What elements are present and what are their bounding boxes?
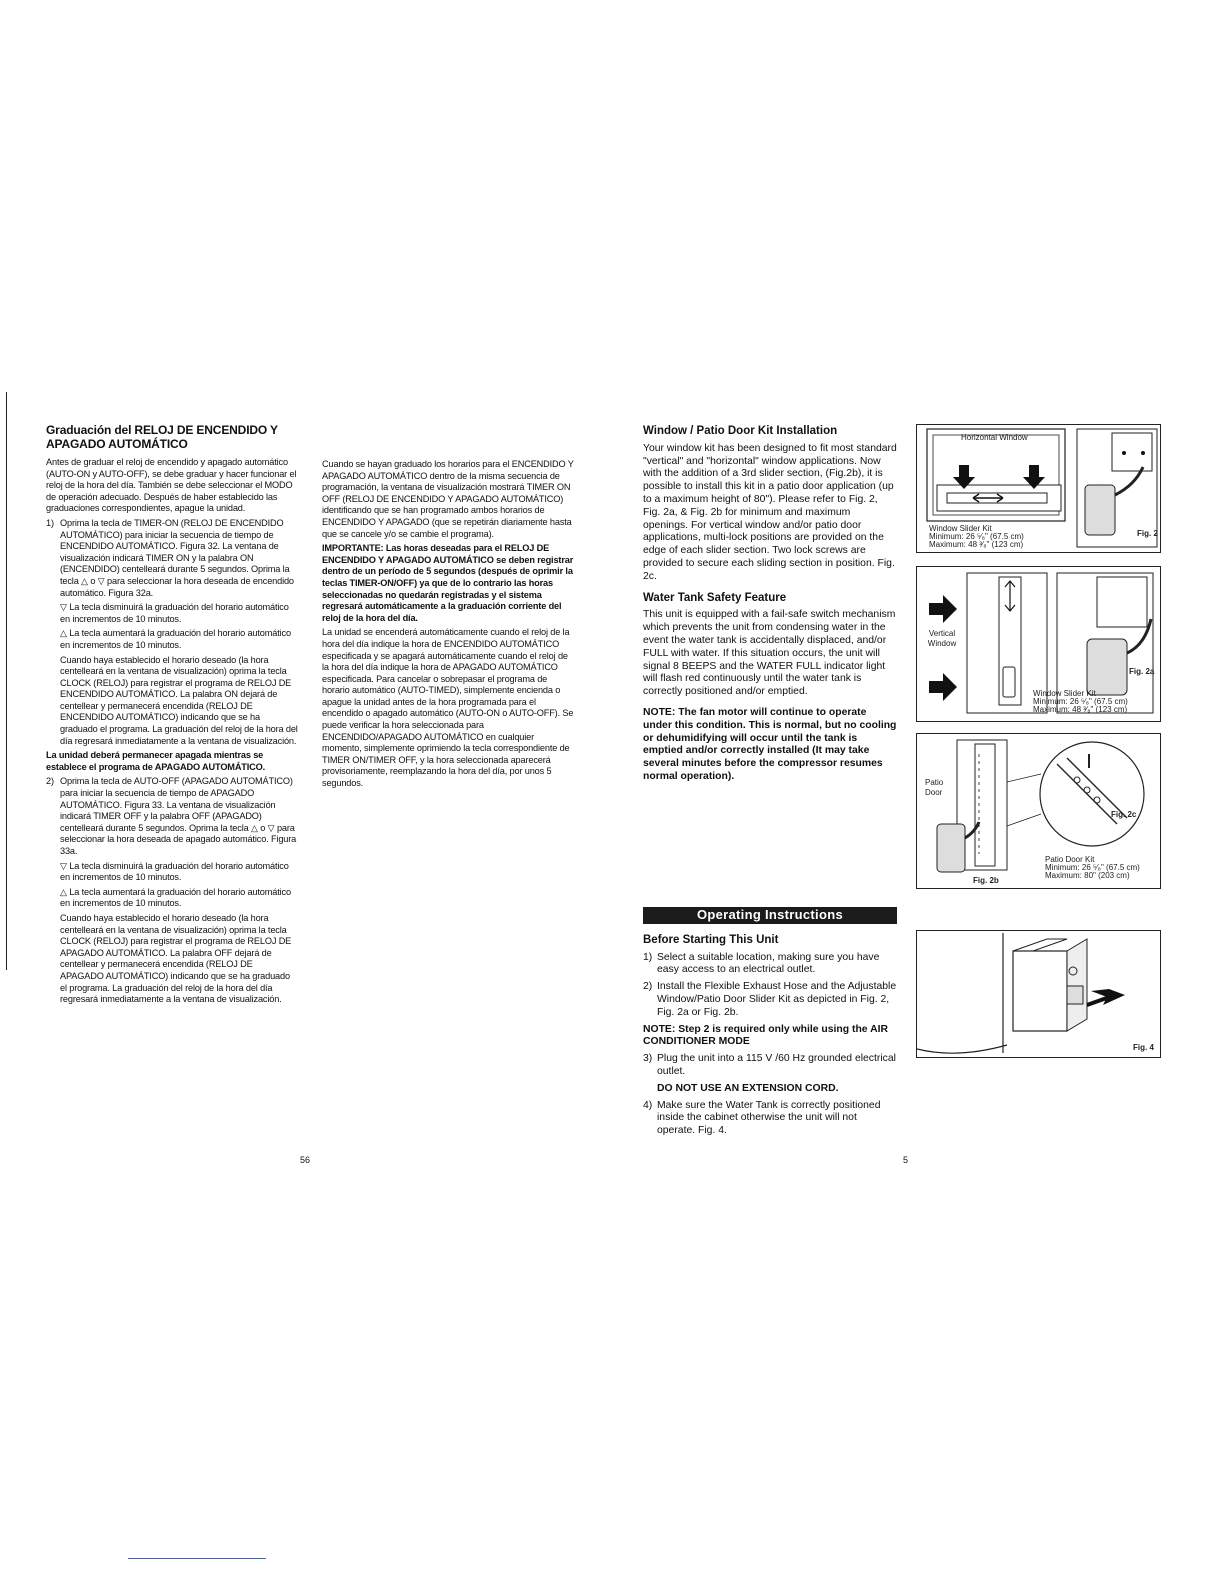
before-step-text: Install the Flexible Exhaust Hose and the Adjustable Window/Patio Door Slider Kit as depicted in Fig. 2, Fig. 2a or Fig. 2b. (657, 981, 897, 1018)
page-number-left: 56 (300, 1155, 311, 1165)
before-step-text: Plug the unit into a 115 V /60 Hz grounded electrical outlet. (657, 1053, 896, 1077)
intro-paragraph: Antes de graduar el reloj de encendido y apagado automático (AUTO-ON y AUTO-OFF), se debe graduar y hacer funcionar el reloj de la hora del día. También se debe seleccionar el MODO de operación adecuado. Después de haber establecido las graduaciones correspondientes, apague la unidad. (46, 457, 297, 514)
step-2 (46, 776, 298, 1008)
step-end-text: Cuando haya establecido el horario deseado (la hora centelleará en la ventana de visualización) oprima la tecla CLOCK (RELOJ) para registrar el programa de RELOJ DE APAGADO AUTOMÁTICO. La palabra OFF dejará de centellear y permanecerá encendida (RELOJ DE APAGADO AUTOMÁTICO) indicando que se ha graduado el programa. La graduación del reloj de la hora del día regresará inmediatamente a la ventana de visualización. (60, 912, 292, 1005)
step-end-text: Cuando haya establecido el horario deseado (la hora centelleará en la ventana de visualización) oprima la tecla CLOCK (RELOJ) para registrar el programa de RELOJ DE ENCENDIDO AUTOMÁTICO. La palabra ON dejará de centellear y permanecerá encendida (RELOJ DE ENCENDIDO AUTOMÁTICO) indicando que se ha graduado el programa. La graduación del reloj de la hora del día regresará inmediatamente a la ventana de visualización. (60, 654, 298, 746)
step-text: Oprima la tecla de AUTO-OFF (APAGADO AUTOMÁTICO) para iniciar la secuencia de tiempo de APAGADO AUTOMÁTICO. Figura 33. La ventana de visualización indicará TIMER OFF y la palabra OFF (APAGADO) centelleará durante 5 segundos. Oprima la tecla △ o ▽ para seleccionar la hora deseada de apagado automático. Figura 33a. (60, 776, 297, 856)
fig2b-min: Minimum: 26 ⁵⁄₈" (67.5 cm) (1045, 863, 1140, 872)
step-up-key-text: △ La tecla aumentará la graduación del horario automático en incrementos de 10 minutos. (60, 886, 291, 909)
step-up-key-text: △ La tecla aumentará la graduación del horario automático en incrementos de 10 minutos. (60, 628, 291, 650)
figure-4-water-tank (916, 930, 1161, 1058)
fig2-title: Horizontal Window (961, 433, 1028, 442)
figure-2b-patio-door (916, 733, 1161, 889)
kit-paragraph: Your window kit has been designed to fit most standard "vertical" and "horizontal" window applications. Now with the addition of a 3rd slider section, (Fig.2b), it is possible to install this kit in a patio door application (up to a maximum height of 80"). Please refer to Fig. 2, Fig. 2a, & Fig. 2b for minimum and maximum openings. For vertical window and/or patio door applications, multi-lock positions are provided on the edge of each slider section. Two lock screws are provided to secure each sliding section in position. Fig. 2c. (643, 442, 897, 582)
before-step-text: Select a suitable location, making sure you have easy access to an electrical outlet. (657, 951, 880, 976)
auto-timer-paragraph: La unidad se encenderá automáticamente cuando el reloj de la hora del día indique la hora de ENCENDIDO AUTOMÁTICO especificada y se apagará automáticamente cuando el reloj de la hora del día indique la hora de APAGADO AUTOMÁTICO especificada. Para cancelar o sobrepasar el programa de horario automático (AUTO-TIMED), simplemente encienda o apague la unidad antes de la hora programada para el encendido o apagado automático (AUTO-ON o AUTO-OFF). Se puede verificar la hora seleccionada para ENCENDIDO/APAGADO AUTOMÁTICO en cualquier momento, simplemente oprimiendo la tecla correspondiente de TIMER ON/TIMER OFF, y la hora seleccionada aparecerá provisoriamente, reemplazando la hora del día, por unos 5 segundos. (322, 627, 574, 789)
fig2a-title: Vertical Window (927, 629, 957, 648)
before-step-number: 4) (643, 1099, 653, 1111)
before-steps-list (643, 952, 897, 1020)
fig2b-title: Patio Door (925, 778, 944, 797)
fig2-kit-label: Window Slider Kit (929, 524, 992, 533)
step-1 (46, 518, 298, 750)
before-step-number: 3) (643, 1053, 653, 1065)
page-number-right: 5 (903, 1155, 909, 1165)
before-step-item (643, 1083, 897, 1096)
fig2a-min: Minimum: 26 ⁵⁄₈" (67.5 cm) (1033, 697, 1128, 706)
before-step-text: Make sure the Water Tank is correctly positioned inside the cabinet otherwise the unit will not operate. Fig. 4. (657, 1099, 881, 1137)
fig2a-kit-label: Window Slider Kit (1033, 689, 1096, 698)
figure-4-drawing (917, 931, 1160, 1057)
bold-note: La unidad deberá permanecer apagada mientras se establece el programa de APAGADO AUTOMÁTICO. (46, 750, 266, 772)
operating-section (643, 907, 897, 1142)
left-column-2 (322, 459, 574, 793)
fig2-max: Maximum: 48 ³⁄₈" (123 cm) (929, 540, 1024, 549)
fig2c-label: Fig. 2c (1111, 810, 1137, 819)
before-step-item (643, 952, 897, 978)
step-down-key-text: ▽ La tecla disminuirá la graduación del horario automático en incrementos de 10 minutos. (60, 602, 289, 624)
fig2a-label: Fig. 2a (1129, 667, 1155, 676)
programming-paragraph: Cuando se hayan graduado los horarios para el ENCENDIDO Y APAGADO AUTOMÁTICO dentro de la misma secuencia de programación, la ventana de visualización mostrará TIMER ON OFF (RELOJ DE ENCENDIDO Y APAGADO AUTOMÁTICO) identificando que se han programado ambos horarios de ENCENDIDO Y APAGADO (que se repetirán diariamente hasta que se cancele y/o se cambie el programa). (322, 459, 574, 539)
step-down-key-text: ▽ La tecla disminuirá la graduación del horario automático en incrementos de 10 minutos. (60, 860, 289, 883)
fig2b-kit-label: Patio Door Kit (1045, 855, 1095, 864)
kit-section-title: Window / Patio Door Kit Installation (643, 425, 838, 437)
page-edge-rule (6, 392, 7, 970)
step-number: 2) (46, 776, 54, 787)
right-column (643, 425, 897, 788)
before-step-item (643, 1100, 897, 1138)
figure-2-horizontal-window (916, 424, 1161, 553)
fan-note: NOTE: The fan motor will continue to operate under this condition. This is normal, but no cooling or dehumidifying will occur until the tank is emptied and/or correctly installed (It may take several minutes before the compressor resumes normal operation). (643, 706, 897, 782)
important-paragraph: IMPORTANTE: Las horas deseadas para el RELOJ DE ENCENDIDO Y APAGADO AUTOMÁTICO se deben registrar dentro de un período de 5 segundos (después de oprimir la teclas TIMER-ON/OFF) ya que de lo contrario las horas seleccionadas no quedarán registradas y el sistema regresará automáticamente a la graduación corriente del reloj de la hora del día. (322, 543, 574, 623)
left-column-1 (46, 423, 298, 1009)
tank-paragraph: This unit is equipped with a fail-safe switch mechanism which prevents the unit from condensing water in the event the water tank is accidentally displaced, and/or FULL with water. If this situation occurs, the unit will signal 8 BEEPS and the WATER FULL indicator light will flash red continuously until the water tank is correctly positioned and/or emptied. (643, 609, 896, 698)
figure-2a-vertical-window (916, 566, 1161, 722)
step-2-note: NOTE: Step 2 is required only while using the AIR CONDITIONER MODE (643, 1023, 888, 1048)
before-step-number: 1) (643, 951, 653, 963)
fig2b-label: Fig. 2b (973, 876, 999, 885)
fig4-label: Fig. 4 (1133, 1043, 1154, 1052)
tank-section-title: Water Tank Safety Feature (643, 591, 787, 604)
fig2a-max: Maximum: 48 ³⁄₈" (123 cm) (1033, 705, 1128, 714)
before-step-item (643, 981, 897, 1019)
before-step-item (643, 1053, 897, 1079)
before-step-number (643, 1083, 657, 1096)
footer-line (128, 1558, 266, 1559)
operating-banner: Operating Instructions (643, 907, 897, 924)
step-number: 1) (46, 517, 54, 528)
before-starting-title: Before Starting This Unit (643, 933, 779, 946)
fig2-label: Fig. 2 (1137, 529, 1158, 538)
fig2-min: Minimum: 26 ⁵⁄₈" (67.5 cm) (929, 532, 1024, 541)
before-step-number: 2) (643, 981, 653, 993)
step-text: Oprima la tecla de TIMER-ON (RELOJ DE ENCENDIDO AUTOMÁTICO) para iniciar la secuencia de tiempo de ENCENDIDO AUTOMÁTICO. Figura 32. La ventana de visualización indicará TIMER ON y la palabra ON (ENCENDIDO) centelleará durante 5 segundos. Oprima la tecla △ o ▽ para seleccionar la hora deseada de encendido automático. Figura 32a. (60, 517, 294, 598)
before-step-text: DO NOT USE AN EXTENSION CORD. (657, 1082, 839, 1094)
clock-section-title: Graduación del RELOJ DE ENCENDIDO Y APAGADO AUTOMÁTICO (46, 423, 278, 451)
before-steps-list-2 (643, 1053, 897, 1138)
fig2b-max: Maximum: 80" (203 cm) (1045, 871, 1130, 880)
